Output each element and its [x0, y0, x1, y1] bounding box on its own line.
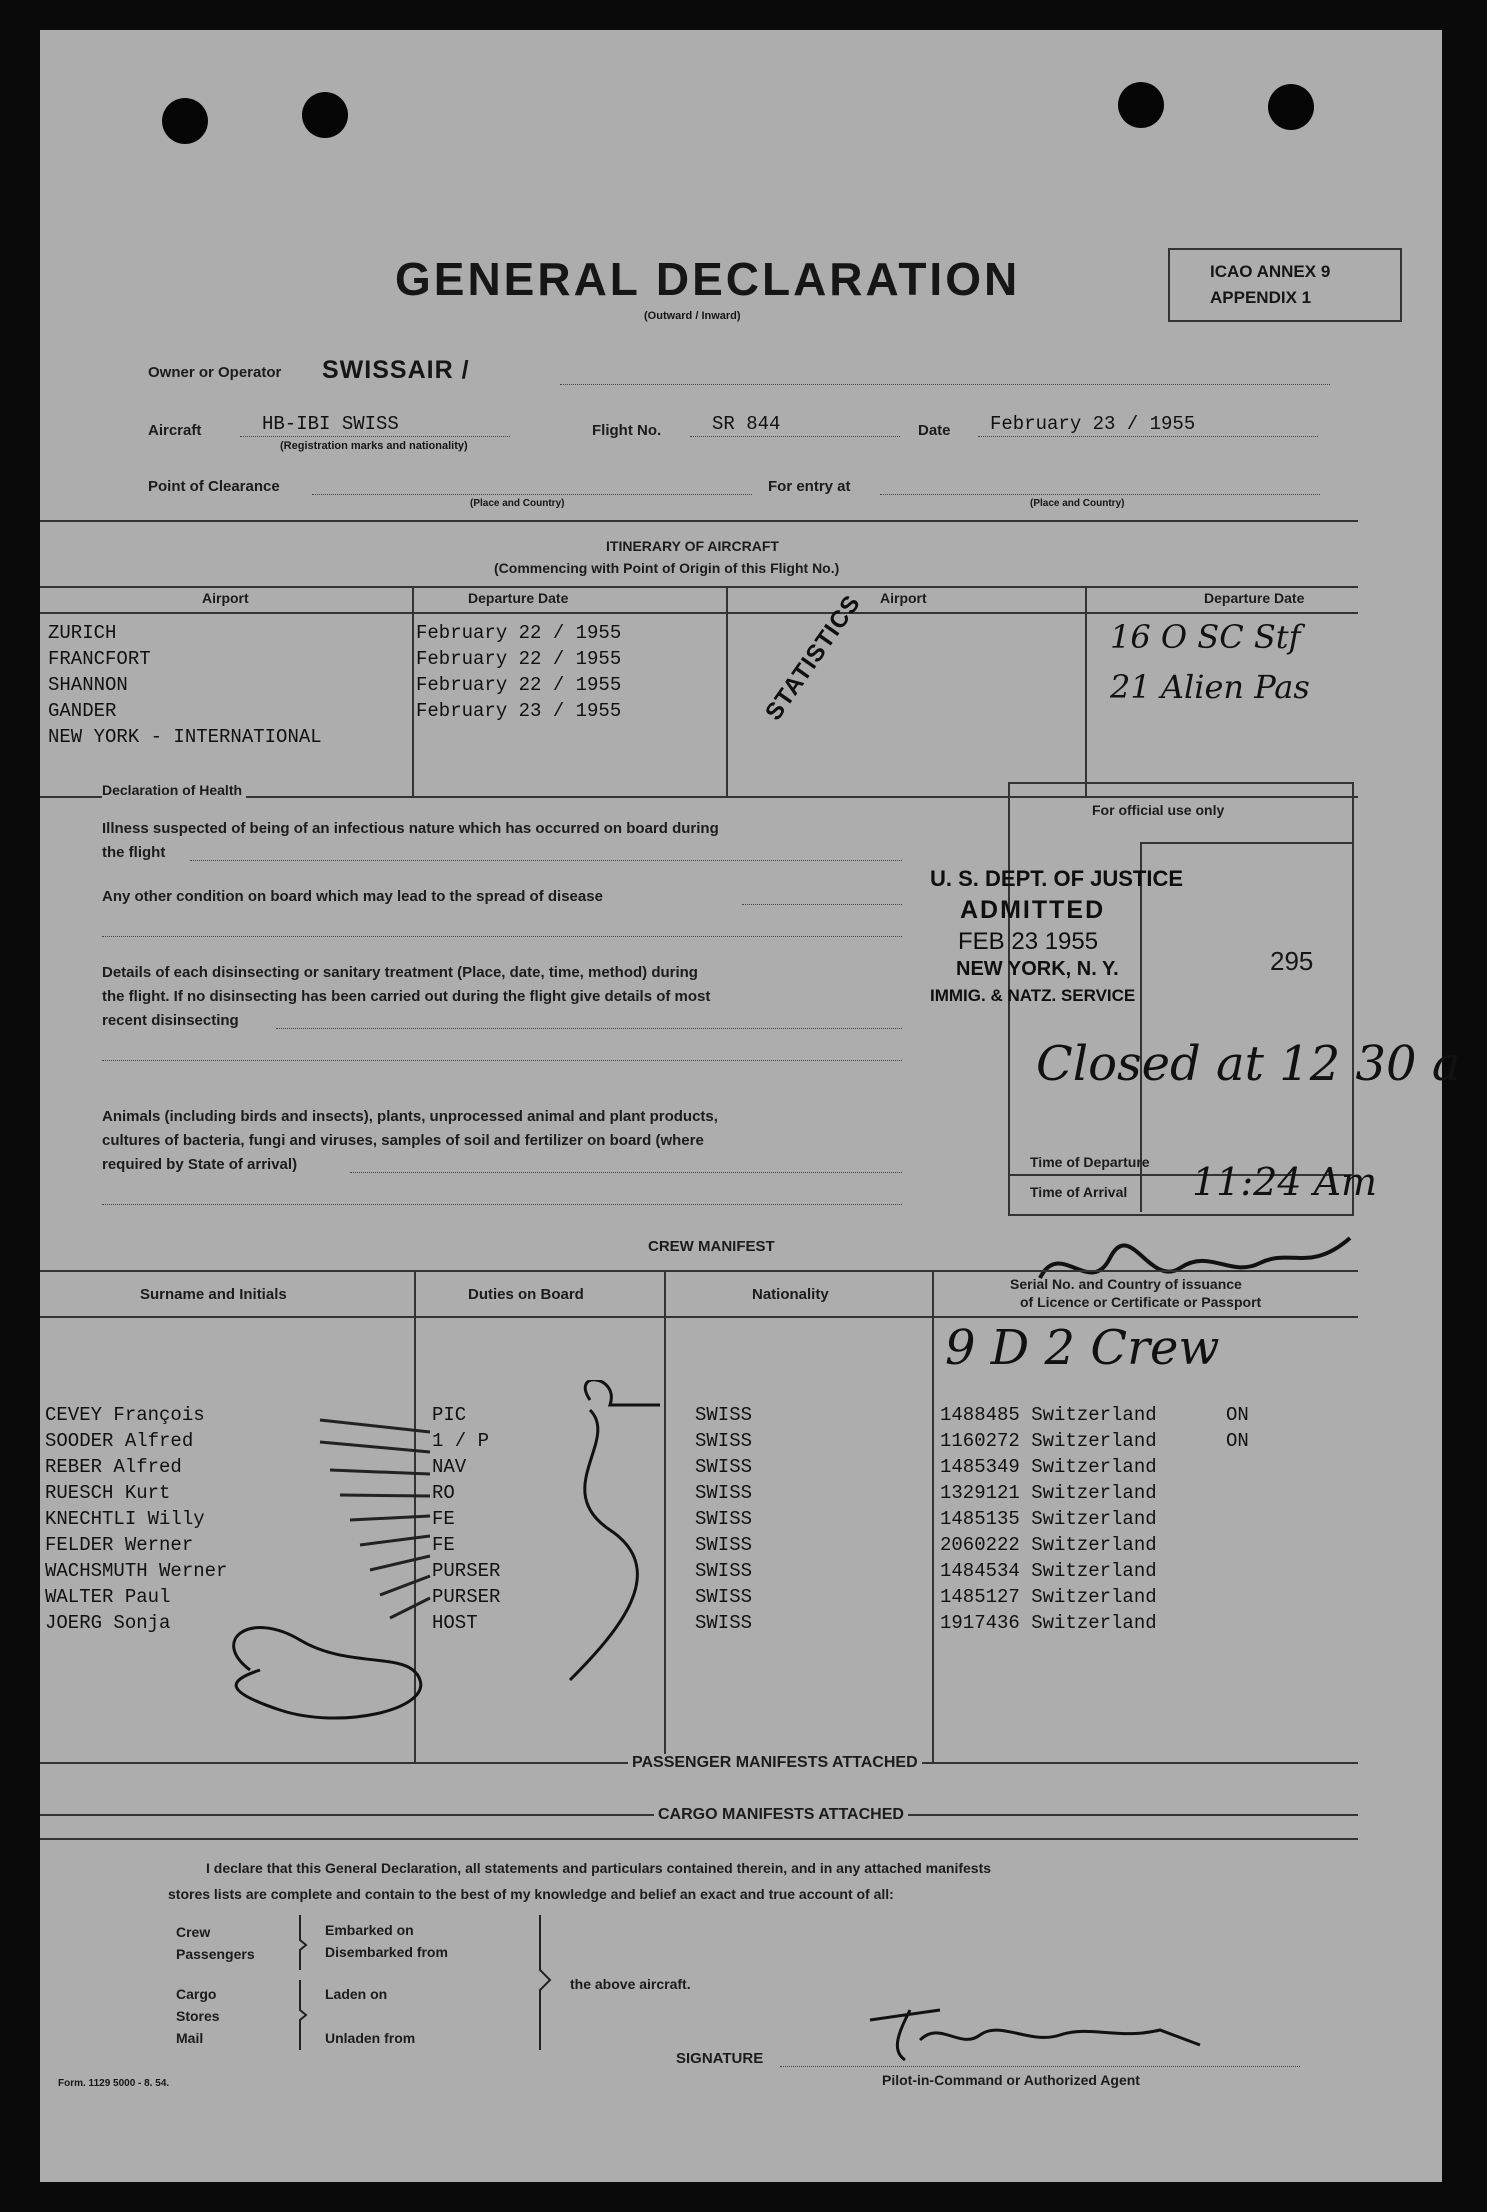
- itinerary-airport: ZURICH: [48, 622, 117, 644]
- arrival-time-label: Time of Arrival: [1030, 1184, 1128, 1200]
- crew-extra: ON: [1226, 1404, 1249, 1426]
- crew-name: RUESCH Kurt: [45, 1482, 171, 1504]
- date-label: Date: [918, 422, 951, 439]
- crew-name: REBER Alfred: [45, 1456, 182, 1478]
- health-heading: Declaration of Health: [102, 782, 246, 798]
- crew-duty: PURSER: [432, 1560, 501, 1582]
- owner-line: [560, 384, 1330, 385]
- passenger-manifests: PASSENGER MANIFESTS ATTACHED: [628, 1754, 922, 1772]
- form-subtitle: (Outward / Inward): [644, 310, 741, 322]
- aircraft-value: HB-IBI SWISS: [262, 413, 399, 435]
- health-q3-line: [276, 1028, 902, 1029]
- itinerary-date: February 22 / 1955: [416, 648, 622, 670]
- date-value: February 23 / 1955: [990, 413, 1196, 435]
- declaration-line2: stores lists are complete and contain to the best of my knowledge and belief an exact and true account of all:: [168, 1886, 894, 1902]
- itinerary-header-date-1: Departure Date: [468, 590, 569, 606]
- form-title: GENERAL DECLARATION: [395, 253, 1021, 305]
- annex-label: ICAO ANNEX 9: [1210, 262, 1331, 281]
- health-q3: Details of each disinsecting or sanitary treatment (Place, date, time, method) during: [102, 964, 698, 981]
- health-q3: the flight. If no disinsecting has been carried out during the flight give details of most: [102, 988, 711, 1005]
- crew-name: WALTER Paul: [45, 1586, 171, 1608]
- decl-passengers: Passengers: [176, 1946, 255, 1962]
- crew-name: JOERG Sonja: [45, 1612, 171, 1634]
- crew-hand-note: 9 D 2 Crew: [945, 1320, 1220, 1376]
- crew-serial: 1329121 Switzerland: [940, 1482, 1157, 1504]
- crew-serial: 1917436 Switzerland: [940, 1612, 1157, 1634]
- admitted-stamp-line1: U. S. DEPT. OF JUSTICE: [930, 866, 1184, 891]
- itinerary-hand-note-2: 21 Alien Pas: [1110, 668, 1310, 706]
- crew-name: FELDER Werner: [45, 1534, 194, 1556]
- crew-duty: NAV: [432, 1456, 467, 1478]
- clearance-label: Point of Clearance: [148, 478, 280, 495]
- form-number: Form. 1129 5000 - 8. 54.: [58, 2078, 170, 2089]
- crew-duty: 1 / P: [432, 1430, 490, 1452]
- itinerary-date: February 22 / 1955: [416, 674, 622, 696]
- health-q4-line-2: [102, 1204, 902, 1205]
- flight-label: Flight No.: [592, 422, 662, 439]
- crew-nationality: SWISS: [695, 1430, 753, 1452]
- punch-hole-2: [302, 92, 348, 138]
- crew-name: WACHSMUTH Werner: [45, 1560, 228, 1582]
- admitted-stamp-line3: FEB 23 1955: [958, 928, 1099, 955]
- itinerary-col-3: [1085, 586, 1087, 796]
- statistics-stamp: STATISTICS: [760, 590, 867, 726]
- admitted-stamp-line5: IMMIG. & NATZ. SERVICE: [930, 986, 1136, 1005]
- crew-duty: FE: [432, 1534, 455, 1556]
- aircraft-line: [240, 436, 510, 437]
- crew-name: SOODER Alfred: [45, 1430, 194, 1452]
- health-q2: Any other condition on board which may lead to the spread of disease: [102, 888, 603, 905]
- punch-hole-4: [1268, 84, 1314, 130]
- decl-crew: Crew: [176, 1924, 211, 1940]
- crew-name: KNECHTLI Willy: [45, 1508, 205, 1530]
- entry-label: For entry at: [768, 478, 851, 495]
- crew-title: CREW MANIFEST: [648, 1238, 775, 1255]
- itinerary-col-2: [726, 586, 728, 796]
- crew-serial: 1160272 Switzerland: [940, 1430, 1157, 1452]
- rule-itinerary-head-bottom: [40, 612, 1358, 614]
- punch-hole-1: [162, 98, 208, 144]
- health-q3: recent disinsecting: [102, 1012, 239, 1029]
- itinerary-col-1: [412, 586, 414, 796]
- official-rule: [1140, 842, 1352, 844]
- health-q3-line-2: [102, 1060, 902, 1061]
- crew-check-marks: [190, 1380, 710, 1770]
- crew-serial: 1485127 Switzerland: [940, 1586, 1157, 1608]
- decl-mail: Mail: [176, 2030, 204, 2046]
- crew-header-duty: Duties on Board: [468, 1286, 584, 1303]
- arrival-time-value: 11:24 Am: [1192, 1160, 1378, 1204]
- crew-serial: 1488485 Switzerland: [940, 1404, 1157, 1426]
- itinerary-airport: NEW YORK - INTERNATIONAL: [48, 726, 322, 748]
- health-q4: required by State of arrival): [102, 1156, 298, 1173]
- itinerary-title: ITINERARY OF AIRCRAFT: [606, 538, 779, 554]
- cargo-manifests: CARGO MANIFESTS ATTACHED: [654, 1806, 908, 1824]
- official-number: 295: [1270, 946, 1314, 976]
- itinerary-date: February 23 / 1955: [416, 700, 622, 722]
- crew-serial: 2060222 Switzerland: [940, 1534, 1157, 1556]
- health-q1-line: [190, 860, 902, 861]
- itinerary-airport: GANDER: [48, 700, 117, 722]
- clearance-line: [312, 494, 752, 495]
- itinerary-airport: SHANNON: [48, 674, 128, 696]
- health-q4: cultures of bacteria, fungi and viruses, samples of soil and fertilizer on board (where: [102, 1132, 704, 1149]
- rule-itinerary-head-top: [40, 586, 1358, 588]
- decl-laden: Laden on: [325, 1986, 388, 2002]
- punch-hole-3: [1118, 82, 1164, 128]
- crew-header-name: Surname and Initials: [140, 1286, 287, 1303]
- owner-label: Owner or Operator: [148, 364, 282, 381]
- crew-duty: FE: [432, 1508, 455, 1530]
- crew-nationality: SWISS: [695, 1456, 753, 1478]
- closed-at-note: Closed at 12 30 a: [1036, 1036, 1461, 1092]
- appendix-label: APPENDIX 1: [1210, 288, 1312, 307]
- health-q1: Illness suspected of being of an infectious nature which has occurred on board during: [102, 820, 719, 837]
- clearance-note: (Place and Country): [470, 498, 565, 509]
- health-q2-line: [742, 904, 902, 905]
- crew-header-nationality: Nationality: [752, 1286, 829, 1303]
- crew-duty: RO: [432, 1482, 455, 1504]
- crew-header-serial: Serial No. and Country of issuance: [1010, 1276, 1242, 1292]
- decl-disembarked: Disembarked from: [325, 1944, 448, 1960]
- decl-cargo: Cargo: [176, 1986, 217, 2002]
- itinerary-hand-note-1: 16 O SC Stf: [1110, 618, 1301, 656]
- health-q2-line-2: [102, 936, 902, 937]
- official-heading: For official use only: [1092, 802, 1225, 818]
- crew-nationality: SWISS: [695, 1560, 753, 1582]
- itinerary-header-airport-2: Airport: [880, 590, 927, 606]
- crew-serial: 1485349 Switzerland: [940, 1456, 1157, 1478]
- declaration-form: [40, 30, 1461, 2182]
- rule-crew-top: [40, 1270, 1358, 1272]
- itinerary-airport: FRANCFORT: [48, 648, 151, 670]
- crew-duty: PIC: [432, 1404, 467, 1426]
- itinerary-subtitle: (Commencing with Point of Origin of this Flight No.): [494, 560, 840, 576]
- annex-box: [1168, 248, 1402, 322]
- entry-note: (Place and Country): [1030, 498, 1125, 509]
- crew-duty: PURSER: [432, 1586, 501, 1608]
- aircraft-label: Aircraft: [148, 422, 202, 439]
- flight-line: [690, 436, 900, 437]
- owner-value: SWISSAIR /: [322, 356, 470, 384]
- departure-time-label: Time of Departure: [1030, 1154, 1150, 1170]
- crew-col-3: [932, 1270, 934, 1762]
- health-q4-line: [350, 1172, 902, 1173]
- declaration-braces: [290, 1910, 570, 2060]
- crew-extra: ON: [1226, 1430, 1249, 1452]
- date-line: [978, 436, 1318, 437]
- crew-duty: HOST: [432, 1612, 478, 1634]
- admitted-stamp-line4: NEW YORK, N. Y.: [956, 958, 1119, 980]
- flight-value: SR 844: [712, 413, 781, 435]
- crew-nationality: SWISS: [695, 1534, 753, 1556]
- aircraft-note: (Registration marks and nationality): [280, 440, 468, 452]
- declaration-line1: I declare that this General Declaration, all statements and particulars contained therein, and in any attached manifests: [206, 1860, 992, 1876]
- crew-nationality: SWISS: [695, 1586, 753, 1608]
- pilot-signature: [860, 1990, 1220, 2070]
- rule-cargo-bottom: [40, 1838, 1358, 1840]
- itinerary-header-airport-1: Airport: [202, 590, 249, 606]
- crew-header-serial-2: of Licence or Certificate or Passport: [1020, 1294, 1262, 1310]
- signature-label: SIGNATURE: [676, 2050, 764, 2067]
- crew-nationality: SWISS: [695, 1404, 753, 1426]
- rule-itinerary-top: [40, 520, 1358, 522]
- decl-unladen: Unladen from: [325, 2030, 416, 2046]
- health-q1: the flight: [102, 844, 166, 861]
- crew-name: CEVEY François: [45, 1404, 205, 1426]
- crew-serial: 1484534 Switzerland: [940, 1560, 1157, 1582]
- health-q4: Animals (including birds and insects), plants, unprocessed animal and plant products,: [102, 1108, 718, 1125]
- itinerary-header-date-2: Departure Date: [1204, 590, 1305, 606]
- crew-serial: 1485135 Switzerland: [940, 1508, 1157, 1530]
- crew-nationality: SWISS: [695, 1508, 753, 1530]
- crew-nationality: SWISS: [695, 1612, 753, 1634]
- decl-embarked: Embarked on: [325, 1922, 414, 1938]
- itinerary-date: February 22 / 1955: [416, 622, 622, 644]
- decl-aircraft: the above aircraft.: [570, 1976, 691, 1992]
- rule-crew-head-bottom: [40, 1316, 1358, 1318]
- signature-note: Pilot-in-Command or Authorized Agent: [882, 2072, 1140, 2088]
- crew-nationality: SWISS: [695, 1482, 753, 1504]
- admitted-stamp-line2: ADMITTED: [960, 896, 1106, 924]
- entry-line: [880, 494, 1320, 495]
- decl-stores: Stores: [176, 2008, 220, 2024]
